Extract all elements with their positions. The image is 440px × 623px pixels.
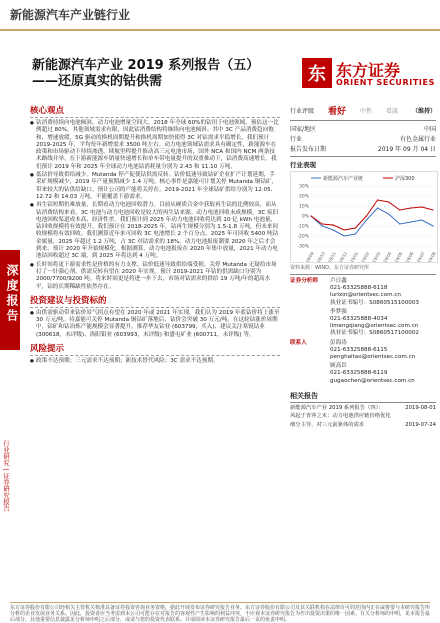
series-point (432, 209, 433, 210)
analyst-name: 李梦强 (330, 308, 347, 315)
series-point (410, 207, 411, 208)
rating-prior: （维持） (411, 108, 436, 115)
advice-text: ● 由供需驱动带来钴价景气拐点有望在 2020 年或 2021 年实现，我们认为 2019 年底钴价将上涨至 30 万元/吨。待嘉能可关停 Mutanda 铜钴矿落地后，钴价会突破 30 万元/吨。在这轮钴涨价周期中，钴矿和钴冶炼产能规模会显著提升。推荐华友钴业 (603799，买入)、建议关注寒锐钴业 (300618，未评级)、洛阳钼业 (603993，未评级) 和盛屯矿业 (600711，未评级) 等。 (30, 310, 280, 339)
report-type-band (0, 250, 20, 350)
analyst-email[interactable]: lurixin@orientsec.com.cn (330, 292, 401, 299)
series-point (421, 206, 422, 207)
side-footer-text: 行业研究 | 证券研究报告 (2, 440, 10, 512)
analyst-cert: 执业证书编号：S0860515100003 (330, 299, 419, 306)
related-report[interactable] (290, 405, 436, 412)
x-tick-label: 18/11 (326, 251, 337, 262)
legend-label: 新能源汽车产业链 (323, 176, 364, 182)
legend-label: 沪深300 (395, 176, 415, 182)
report-type-label: 深度报告 (5, 264, 19, 324)
logo-name-cn: 东方证券 (336, 61, 401, 80)
series-point (366, 215, 367, 216)
related-report[interactable] (290, 413, 436, 420)
series-point (355, 227, 356, 228)
series-line (311, 200, 433, 230)
advice-title: 投资建议与投资标的 (30, 294, 280, 308)
x-tick-label: 18/09 (304, 251, 315, 262)
analyst-role: 联系人 (290, 339, 307, 346)
disclaimer-footer: 东方证券股份有限公司经相关主管机关核准具备证券投资咨询业务资格，据此开展发布证券研究报告业务。东方证券股份有限公司及其关联机构在法律许可的范围内正在或将要与本研究报告所分析的企业发展业务关系。因此，投资者应当考虑到本公司可能存在对报告的客观性产生影响的利益冲突，不应视本证券研究报告为作出投资决策的唯一因素。有关分析师的申明，见本报告最后部分。其他重要信息披露见分析师申明之后部分，或请与您的投资代表联系。并请阅读本证券研究报告最后一页的免责申明。 (10, 602, 430, 623)
series-line (311, 208, 433, 236)
related-report-title[interactable]: 细分主导，对三元前驱体的需求 (290, 422, 365, 429)
y-tick-label: -20% (297, 234, 309, 240)
series-point (388, 201, 389, 202)
x-tick-label: 18/12 (337, 251, 349, 262)
series-point (355, 233, 356, 234)
series-point (310, 215, 311, 216)
series-point (366, 219, 367, 220)
meta-row: 国家/地区 中国 (290, 126, 436, 133)
analyst-phone: 021-63325888-4034 (330, 316, 388, 323)
related-list (290, 405, 436, 429)
risk-item: ● 政策不达预期；三元需求不达预期；新技术替代风险；3C 需求不达预期。 (30, 358, 280, 365)
analyst-email[interactable]: gugaochen@orientsec.com.cn (330, 377, 415, 384)
chart-source: 资料来源：WIND、东方证券研究所 (290, 265, 370, 271)
series-point (344, 229, 345, 230)
x-tick-label: 19/06 (404, 251, 415, 262)
analyst-email[interactable]: penghaitao@orientsec.com.cn (330, 354, 416, 361)
x-tick-label: 19/05 (393, 251, 404, 262)
analyst-list (290, 278, 436, 385)
y-tick-label: 0% (301, 214, 309, 220)
divider (290, 120, 436, 121)
core-bullet: ● 低钴价导致供给减少。Mutanda 停产促使钴供需反转。钴价低迷导致钴矿企业扩产计划延期，手采矿规模减少，2019 年产量预期减少 1.4 万吨。核心事件是嘉能可计划关停 Mutanda 铜钴矿，带来较大的钴供给缺口。预计公司的产能将关停在，2019-2021 年全球钴矿供给分别为 12.05、12.72 和 14.03 万吨，不能覆盖下游需求。 (30, 172, 280, 201)
analyst-phone: 021-63325888-6115 (330, 346, 388, 353)
sidebar (290, 104, 436, 429)
core-bullet: ● 再生钴短期仍难放量，长期看动力电池回收潜力。目前从硬质合金中获取再生钴的比例较高，而从钴消费结构来看，3C 电池与动力电池回收是较大的再生钴来源。动力电池回收未成规模，3C 废旧电池回收渠道成本高、经济性差。我们预计到 2025 年动力电池回收将达到 10 亿 kWh 电池量，钴回收规模将有效提升。我们预计在 2018-2025 年，钴再生规模分别为 1.5-1.8 万吨，但未来回收规模将有效回收。我们测算近年来可回收 3C 电池增长 2 个百分点，2025 年可回收 5400 吨钴金属量，2025 年超过 1.2 万吨，占 3C 对钴需求的 18%。动力电池报废潮要 2020 年之后才会到来，预计 2020 年开始规模化。根据测算，动力电池报废在 2020 年集中放量，2021 年动力电池钴回收超过 3C 端，到 2025 年将达到 4 万吨。 (30, 202, 280, 260)
analyst-entry (290, 309, 436, 338)
analyst-name: 顾高臣 (330, 363, 347, 370)
analyst-phone: 021-63325888-6119 (330, 370, 388, 377)
series-point (410, 221, 411, 222)
meta-row: 报告发布日期 2019 年 09 月 04 日 (290, 146, 436, 153)
rating-label: 行业评级 (290, 108, 315, 115)
related-report-title[interactable]: 风起于青萍之末：动力电池供应链价格优化 (290, 413, 391, 420)
analyst-role: 证券分析师 (290, 278, 318, 284)
chart-svg (291, 172, 437, 262)
y-tick-label: 30% (298, 184, 309, 190)
x-tick-label: 19/08 (426, 251, 437, 262)
x-tick-label: 19/04 (382, 251, 393, 262)
analyst-entry (290, 278, 436, 307)
related-report-date: 2019-08-01 (405, 404, 436, 411)
rating-low: 看淡 (385, 108, 398, 115)
related-report-date: 2019-07-24 (405, 422, 436, 429)
performance-chart (290, 171, 438, 263)
series-point (333, 229, 334, 230)
rating-value: 看好 (327, 107, 346, 117)
series-point (321, 223, 322, 224)
y-tick-label: 20% (298, 194, 309, 200)
y-tick-label: -10% (297, 224, 309, 230)
analyst-name: 卢日鑫 (330, 278, 347, 284)
divider (290, 274, 436, 275)
analyst-email[interactable]: limengqiang@orientsec.com.cn (330, 323, 419, 330)
analyst-role (290, 363, 330, 385)
related-report[interactable] (290, 422, 436, 429)
series-point (388, 213, 389, 214)
header-rule (0, 29, 440, 31)
rating-row (290, 104, 436, 117)
x-tick-label: 19/07 (415, 251, 426, 262)
chart-title: 行业表现 (290, 161, 316, 169)
series-point (421, 219, 422, 220)
company-logo (302, 58, 435, 94)
risk-title: 风险提示 (30, 342, 280, 356)
series-point (377, 199, 378, 200)
core-bullet: ● 钴消费持续向电池倾斜，动力电池增量空间大。2018 年全球 60%的钴用于电池领域，预估这一比例超过 80%。其他领域需求有限，因此钴消费结构将继续向电池倾斜。其中 3C 产品消费趋向饱和，增速放缓，5G 驱动的换机周期提升和换机周期加快使得 3C 对钴需求平稳增长，我们预计 2019-2025 年，平均每年新增需求 3500 吨左右。动力电池领域钴需求具有确定性，新能源车在政策和市场驱动下持续渗透，续航里程提升推动高三元电池市场，国外 NCA 和国内 NCM 两条技术路线并举。在下游新能源车销量快速增长和单车带电量提升的双重推动下，钴消费高速增长。我们预计 2019 年和 2025 年全球动力电池钴消耗量分别为 2.43 和 11.10 万吨。 (30, 120, 280, 171)
x-tick-label: 19/03 (371, 251, 382, 262)
analyst-cert: 执业证书编号：S0860517100002 (330, 330, 419, 337)
series-point (344, 235, 345, 236)
analyst-entry (290, 363, 436, 385)
series-point (399, 209, 400, 210)
x-tick-label: 19/01 (349, 251, 360, 262)
related-report-title[interactable]: 新能源汽车产业 2019 系列报告（四）： (290, 404, 384, 411)
analyst-name: 彭海涛 (330, 339, 347, 346)
logo-name-en: ORIENT SECURITIES (336, 78, 435, 87)
x-tick-label: 19/02 (360, 251, 371, 262)
x-tick-label: 18/10 (315, 251, 326, 262)
main-content (30, 104, 280, 366)
divider (290, 156, 436, 157)
series-point (432, 225, 433, 226)
analyst-phone: 021-63325888-6118 (330, 285, 388, 292)
series-point (333, 224, 334, 225)
y-tick-label: -30% (297, 244, 309, 250)
meta-row: 行业 有色金属行业 (290, 136, 436, 143)
industry-label: 新能源汽车产业链行业 (10, 8, 131, 22)
report-title: 新能源汽车产业 2019 系列报告（五） (32, 58, 260, 73)
related-title: 相关报告 (290, 391, 436, 403)
series-point (399, 223, 400, 224)
core-bullet: ● 长时间将更下游需求性是价格的有力支撑。钴价低迷导致供给端受损。关停 Mutanda 无疑给市场打了一针强心剂，供需反转有望在 2020 年实现。预计 2019-2021 年钴的供需缺口分别为 2000/7700/9200 吨。将来时间更是将进一步下去，市场对钴需求的供给 19 万吨/年的超高水平，钴的长期稀缺性依然存在。 (30, 262, 280, 291)
rating-mid: 中性 (359, 108, 372, 115)
y-tick-label: 10% (298, 204, 309, 210)
analyst-entry (290, 340, 436, 362)
analyst-role (290, 309, 330, 338)
series-point (321, 225, 322, 226)
series-point (377, 207, 378, 208)
report-subtitle: ——还原真实的钴供需 (32, 74, 163, 89)
core-title: 核心观点 (30, 104, 280, 118)
logo-mark-icon: 东 (302, 58, 332, 88)
